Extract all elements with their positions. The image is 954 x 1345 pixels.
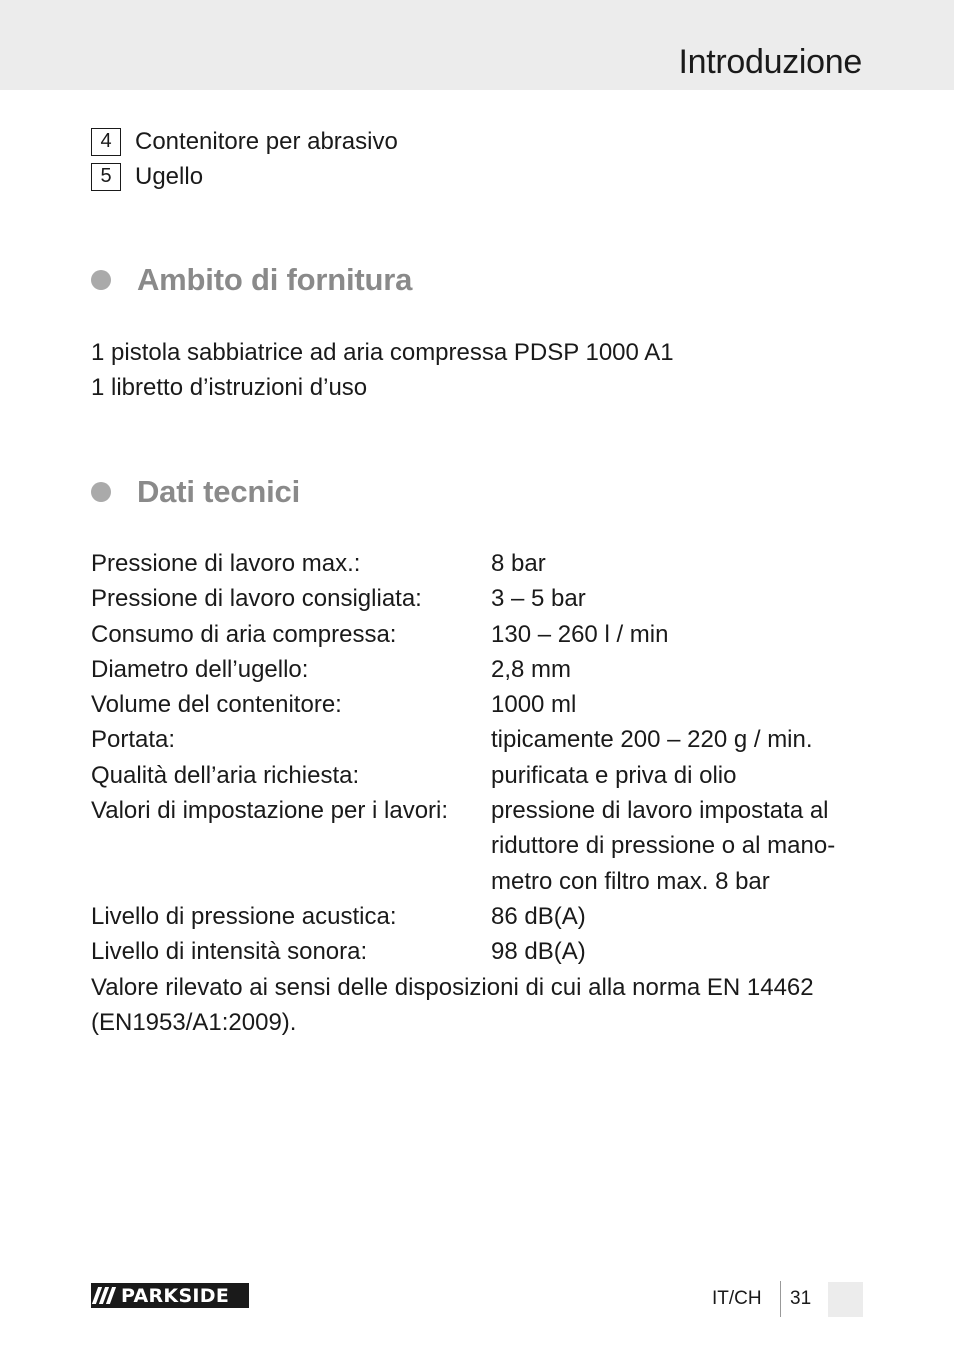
spec-row <box>91 758 866 793</box>
part-number-badge: 4 <box>91 128 121 156</box>
brand-logo <box>91 1283 249 1308</box>
spec-value: tipicamente 200 – 220 g / min. <box>491 726 813 754</box>
spec-row <box>91 687 866 722</box>
footer-divider <box>780 1281 781 1317</box>
spec-label: Livello di intensità sonora: <box>91 938 368 966</box>
spec-label: Qualità dell’aria richiesta: <box>91 761 360 789</box>
spec-row <box>91 581 866 616</box>
spec-note: Valore rilevato ai sensi delle disposizioni di cui alla norma EN 14462 (EN1953/A1:2009). <box>91 973 814 1036</box>
part-number-badge: 5 <box>91 163 121 191</box>
scope-item: 1 pistola sabbiatrice ad aria compressa PDSP 1000 A1 <box>91 339 674 366</box>
spec-value: 2,8 mm <box>491 655 572 683</box>
spec-value: 1000 ml <box>491 691 577 719</box>
spec-label: Livello di pressione acustica: <box>91 902 397 930</box>
spec-label: Valori di impostazione per i lavori: <box>91 797 449 825</box>
tech-specs-table <box>91 546 866 1040</box>
spec-value: 130 – 260 l / min <box>491 620 669 648</box>
tech-heading-text: Dati tecnici <box>137 474 300 509</box>
scope-list <box>91 335 871 406</box>
spec-value: 3 – 5 bar <box>491 585 586 613</box>
spec-row <box>91 934 866 969</box>
part-item <box>91 124 871 159</box>
scope-heading-text: Ambito di fornitura <box>137 262 413 297</box>
logo-stripes-icon <box>95 1287 116 1304</box>
spec-value: 86 dB(A) <box>491 902 586 930</box>
spec-row <box>91 652 866 687</box>
spec-label: Diametro dell’ugello: <box>91 655 309 683</box>
bullet-icon <box>91 482 111 502</box>
spec-value: purificata e priva di olio <box>491 761 737 789</box>
brand-logo-text: PARKSIDE <box>121 1284 230 1307</box>
spec-label: Portata: <box>91 726 176 754</box>
part-label: Ugello <box>135 162 204 190</box>
spec-row <box>91 899 866 934</box>
page-header <box>0 0 954 90</box>
footer-locale: IT/CH <box>712 1288 762 1309</box>
part-label: Contenitore per abrasivo <box>135 127 398 155</box>
spec-label: Pressione di lavoro max.: <box>91 550 361 577</box>
spec-label: Consumo di aria compressa: <box>91 620 397 648</box>
parts-list <box>91 124 871 194</box>
spec-value: 8 bar <box>491 550 546 577</box>
scope-item: 1 libretto d’istruzioni d’uso <box>91 374 368 402</box>
spec-row <box>91 722 866 757</box>
spec-row <box>91 793 866 899</box>
tech-heading <box>91 474 300 510</box>
bullet-icon <box>91 270 111 290</box>
page-number: 31 <box>790 1288 812 1309</box>
spec-value: 98 dB(A) <box>491 938 586 966</box>
part-item <box>91 159 871 194</box>
spec-row <box>91 617 866 652</box>
spec-label: Volume del contenitore: <box>91 691 342 719</box>
page-tab-marker <box>828 1282 863 1317</box>
spec-value: pressione di lavoro impostata al riduttore di pressione o al mano-metro con filtro max. 8 bar <box>491 797 836 895</box>
page-title: Introduzione <box>678 43 862 81</box>
spec-row <box>91 546 866 581</box>
scope-heading <box>91 262 412 298</box>
spec-label: Pressione di lavoro consigliata: <box>91 585 422 613</box>
